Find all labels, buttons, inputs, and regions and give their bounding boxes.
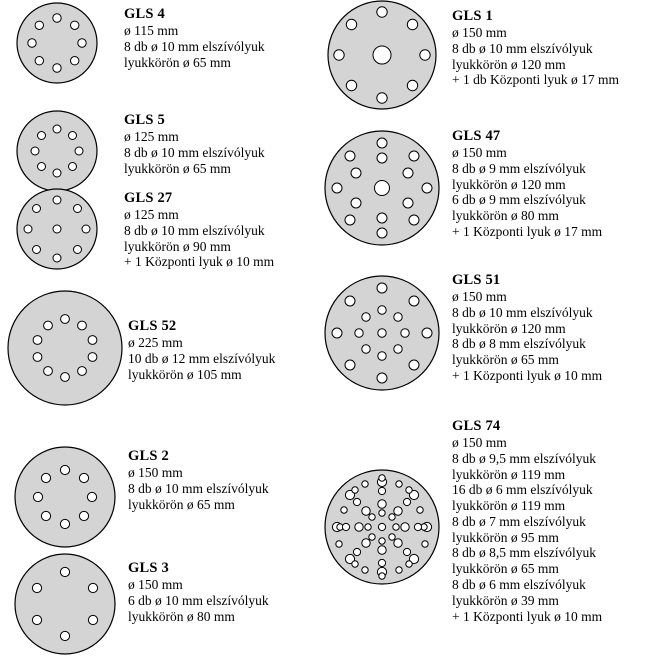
spec-line: ø 125 mm [124,128,179,144]
spec-block-gls-4 [124,6,265,70]
spec-block-gls-27 [124,190,274,270]
spec-line: 8 db ø 6 mm elszívólyuk [452,576,586,592]
spec-line: lyukkörön ø 120 mm [452,56,566,72]
spec-line: + 1 Központi lyuk ø 17 mm [452,223,603,239]
spec-line: 8 db ø 8 mm elszívólyuk [452,336,586,352]
disc-diagram-gls-51 [323,274,441,392]
spec-line: lyukkörön ø 95 mm [452,529,559,545]
product-title-gls-27: GLS 27 [124,190,173,206]
spec-block-gls-2 [128,448,269,512]
spec-line: 6 db ø 10 mm elszívólyuk [128,592,269,608]
spec-line: 8 db ø 10 mm elszívólyuk [124,38,265,54]
spec-line: + 1 Központi lyuk ø 10 mm [452,608,603,624]
spec-line: 6 db ø 9 mm elszívólyuk [452,192,586,208]
spec-line: lyukkörön ø 65 mm [128,496,235,512]
spec-block-gls-74 [452,418,602,624]
spec-line: lyukkörön ø 119 mm [452,498,566,514]
spec-line: ø 115 mm [124,22,179,38]
spec-line: 8 db ø 10 mm elszívólyuk [124,144,265,160]
spec-line: ø 125 mm [124,206,179,222]
product-title-gls-5: GLS 5 [124,112,165,128]
product-title-gls-52: GLS 52 [128,318,177,334]
spec-block-gls-47 [452,128,602,240]
product-title-gls-47: GLS 47 [452,128,501,144]
spec-block-gls-51 [452,272,602,384]
spec-line: 8 db ø 9 mm elszívólyuk [452,160,586,176]
disc-diagram-gls-52 [6,289,124,407]
spec-line: lyukkörön ø 80 mm [128,608,235,624]
disc-diagram-gls-5 [15,109,99,193]
spec-block-gls-5 [124,112,265,176]
spec-line: lyukkörön ø 119 mm [452,466,566,482]
spec-line: 8 db ø 10 mm elszívólyuk [452,304,593,320]
disc-diagram-gls-74 [323,468,441,586]
spec-block-gls-52 [128,318,275,382]
spec-line: lyukkörön ø 120 mm [452,320,566,336]
product-title-gls-1: GLS 1 [452,8,493,24]
spec-line: lyukkörön ø 80 mm [452,208,559,224]
disc-diagram-gls-1 [326,0,438,111]
spec-line: lyukkörön ø 65 mm [124,54,231,70]
disc-diagram-gls-47 [323,129,441,247]
spec-line: ø 150 mm [452,434,507,450]
spec-line: + 1 Központi lyuk ø 10 mm [452,367,603,383]
spec-line: ø 150 mm [128,464,183,480]
spec-line: ø 150 mm [452,144,507,160]
spec-line: lyukkörön ø 39 mm [452,592,559,608]
spec-line: 8 db ø 8,5 mm elszívólyuk [452,545,596,561]
disc-diagram-gls-3 [13,552,117,656]
spec-line: 10 db ø 12 mm elszívólyuk [128,350,276,366]
disc-diagram-gls-4 [15,1,99,85]
spec-line: + 1 Központi lyuk ø 10 mm [124,254,275,270]
spec-line: lyukkörön ø 65 mm [124,160,231,176]
spec-line: lyukkörön ø 65 mm [452,352,559,368]
spec-line: 8 db ø 9,5 mm elszívólyuk [452,450,596,466]
spec-line: lyukkörön ø 65 mm [452,561,559,577]
spec-line: 8 db ø 7 mm elszívólyuk [452,513,586,529]
spec-block-gls-3 [128,560,269,624]
spec-block-gls-1 [452,8,619,88]
product-title-gls-2: GLS 2 [128,448,169,464]
spec-line: lyukkörön ø 120 mm [452,176,566,192]
product-title-gls-74: GLS 74 [452,418,501,434]
spec-line: + 1 db Központi lyuk ø 17 mm [452,72,619,88]
spec-line: ø 150 mm [452,24,507,40]
spec-line: lyukkörön ø 90 mm [124,238,231,254]
spec-line: 8 db ø 10 mm elszívólyuk [128,480,269,496]
spec-line: ø 225 mm [128,334,183,350]
spec-line: 8 db ø 10 mm elszívólyuk [452,40,593,56]
product-title-gls-4: GLS 4 [124,6,165,22]
spec-line: ø 150 mm [452,288,507,304]
product-title-gls-3: GLS 3 [128,560,169,576]
product-title-gls-51: GLS 51 [452,272,501,288]
spec-line: 8 db ø 10 mm elszívólyuk [124,222,265,238]
spec-line: lyukkörön ø 105 mm [128,366,242,382]
disc-diagram-gls-2 [13,445,117,549]
spec-line: 16 db ø 6 mm elszívólyuk [452,482,593,498]
spec-line: ø 150 mm [128,576,183,592]
disc-diagram-gls-27 [15,187,99,271]
